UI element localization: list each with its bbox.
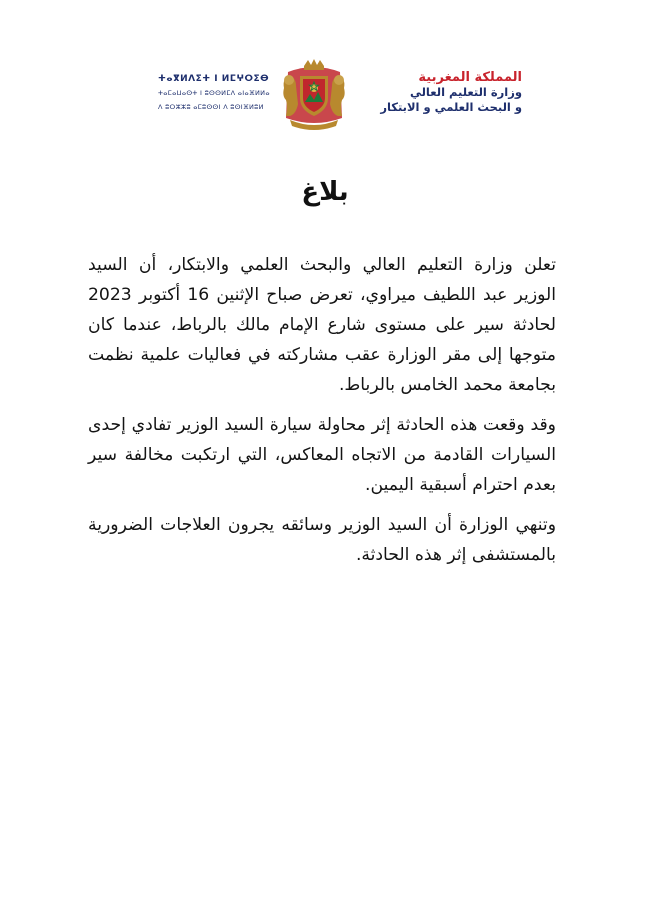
body-paragraph-1: تعلن وزارة التعليم العالي والبحث العلمي والابتكار، أن السيد الوزير عبد اللطيف ميراوي، تعرض صباح الإثنين 16 أكتوبر 2023 لحادثة سير على مستوى شارع الإمام مالك بالرباط، عندما كان متوجها إلى مقر الوزارة عقب مشاركته في فعاليات علمية نظمت بجامعة محمد الخامس بالرباط.: [88, 255, 557, 395]
tifinagh-ministry-name: [158, 72, 276, 114]
arabic-ministry-line1: وزارة التعليم العالي: [409, 85, 522, 99]
arabic-ministry-line2: و البحث العلمي و الابتكار: [380, 100, 522, 114]
tifinagh-ministry-line1: ⵜⴰⵎⴰⵡⴰⵙⵜ ⵏ ⵓⵙⵙⵍⵎⴷ ⴰⵏⴰⴼⵍⵍⴰ: [158, 89, 270, 97]
tifinagh-ministry-line2: ⴷ ⵓⵔⵣⵣⵓ ⴰⵎⵓⵙⵙⵏ ⴷ ⵓⵙⵏⴼⵍⵓⵍ: [158, 103, 264, 111]
arabic-kingdom-text: المملكة المغربية: [418, 70, 522, 85]
letterhead: [0, 58, 650, 138]
document-body: [88, 250, 556, 580]
tifinagh-kingdom-text: ⵜⴰⴳⵍⴷⵉⵜ ⵏ ⵍⵎⵖⵔⵉⴱ: [158, 74, 270, 84]
document-title: بلاغ: [301, 177, 349, 207]
coat-of-arms-icon: [278, 58, 350, 132]
body-paragraph-3: وتنهي الوزارة أن السيد الوزير وسائقه يجرون العلاجات الضرورية بالمستشفى إثر هذه الحادثة.: [88, 515, 556, 565]
arabic-ministry-name: [380, 70, 522, 115]
body-paragraph-2: وقد وقعت هذه الحادثة إثر محاولة سيارة السيد الوزير تفادي إحدى السيارات القادمة من الاتجاه المعاكس، التي ارتكبت مخالفة سير بعدم احترام أسبقية اليمين.: [88, 415, 556, 495]
